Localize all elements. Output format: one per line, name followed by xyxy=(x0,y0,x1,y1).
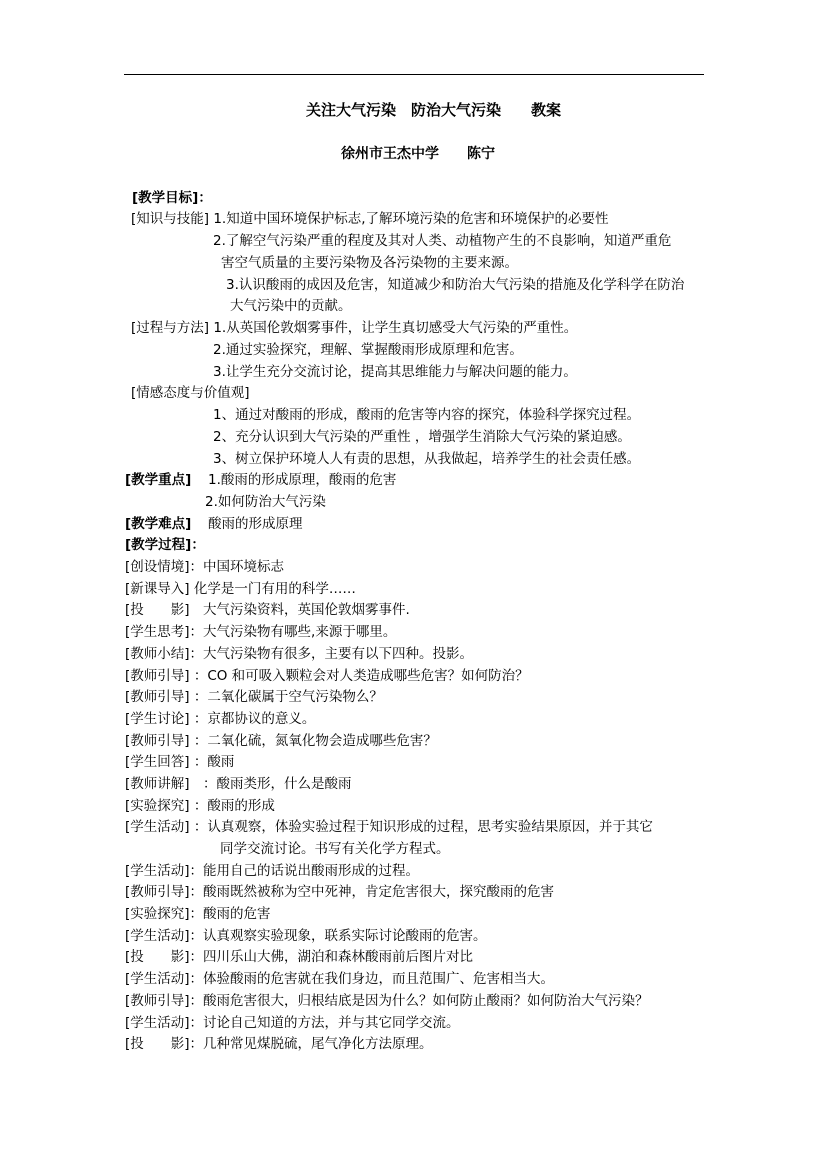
emotion-heading: [情感态度与价值观] xyxy=(131,385,250,401)
process-line: [学生活动] ：认真观察，体验实验过程于知识形成的过程，思考实验结果原因，并于其它 xyxy=(125,819,653,835)
process-line: [教师引导] ：二氧化硫，氮氧化物会造成哪些危害？ xyxy=(125,733,437,749)
knowledge-line-4: 3.认识酸雨的成因及危害，知道减少和防治大气污染的措施及化学科学在防治 xyxy=(226,277,685,293)
difficulty-label: [教学难点] xyxy=(125,516,192,532)
emotion-line-2: 2、充分认识到大气污染的严重性 ，增强学生消除大气污染的紧迫感。 xyxy=(213,429,631,445)
key-points-label: [教学重点] xyxy=(125,472,192,488)
process-line: [学生活动]：讨论自己知道的方法，并与其它同学交流。 xyxy=(125,1015,460,1031)
process-line: [教师引导]：酸雨危害很大，归根结底是因为什么？如何防止酸雨？如何防治大气污染？ xyxy=(125,993,649,1009)
process-line: [实验探究]：酸雨的危害 xyxy=(125,906,271,922)
difficulty-text: 酸雨的形成原理 xyxy=(208,516,303,532)
process-line: [学生思考]：大气污染物有哪些,来源于哪里。 xyxy=(125,624,397,640)
process-heading: [教学过程]： xyxy=(125,537,205,553)
process-line: [教师引导] ：CO 和可吸入颗粒会对人类造成哪些危害？如何防治？ xyxy=(125,668,529,684)
knowledge-line-5: 大气污染中的贡献。 xyxy=(230,298,352,314)
process-line: [新课导入] 化学是一门有用的科学…… xyxy=(125,581,356,597)
emotion-line-1: 1、通过对酸雨的形成，酸雨的危害等内容的探究，体验科学探究过程。 xyxy=(213,407,641,423)
process-goal-line-2: 2.通过实验探究，理解、掌握酸雨形成原理和危害。 xyxy=(213,342,523,358)
key-point-1: 1.酸雨的形成原理，酸雨的危害 xyxy=(208,472,397,488)
process-line: [教师引导] ：二氧化碳属于空气污染物么？ xyxy=(125,689,383,705)
knowledge-line-3: 害空气质量的主要污染物及各污染物的主要来源。 xyxy=(221,255,518,271)
process-line: [学生回答] ：酸雨 xyxy=(125,754,235,770)
doc-author: 徐州市王杰中学 陈宁 xyxy=(341,146,495,162)
process-line: [投 影]：四川乐山大佛，湖泊和森林酸雨前后图片对比 xyxy=(125,949,474,965)
process-line: [学生活动]：认真观察实验现象，联系实际讨论酸雨的危害。 xyxy=(125,928,487,944)
process-goal-line-3: 3.让学生充分交流讨论，提高其思维能力与解决问题的能力。 xyxy=(213,364,577,380)
process-line: [投 影]：几种常见煤脱硫，尾气净化方法原理。 xyxy=(125,1036,433,1052)
emotion-line-3: 3、树立保护环境人人有责的思想，从我做起，培养学生的社会责任感。 xyxy=(213,451,641,467)
process-goal-line-1: [过程与方法] 1.从英国伦敦烟雾事件，让学生真切感受大气污染的严重性。 xyxy=(131,320,578,336)
goals-heading: [教学目标]： xyxy=(132,190,212,206)
process-line: [学生活动]：体验酸雨的危害就在我们身边，而且范围广、危害相当大。 xyxy=(125,971,555,987)
process-line: [教师讲解] ：酸雨类形，什么是酸雨 xyxy=(125,776,352,792)
knowledge-line-1: [知识与技能] 1.知道中国环境保护标志,了解环境污染的危害和环境保护的必要性 xyxy=(131,211,609,227)
process-line: [创设情境]：中国环境标志 xyxy=(125,559,285,575)
process-line: [学生活动]：能用自己的话说出酸雨形成的过程。 xyxy=(125,863,420,879)
process-line: [教师小结]：大气污染物有很多，主要有以下四种。投影。 xyxy=(125,646,474,662)
doc-title: 关注大气污染 防治大气污染 教案 xyxy=(306,101,562,119)
process-line: [实验探究] ：酸雨的形成 xyxy=(125,798,275,814)
knowledge-line-2: 2.了解空气污染严重的程度及其对人类、动植物产生的不良影响，知道严重危 xyxy=(213,233,672,249)
process-line: [投 影] 大气污染资料，英国伦敦烟雾事件. xyxy=(125,602,410,618)
process-line: [学生讨论] ：京都协议的意义。 xyxy=(125,711,316,727)
key-point-2: 2.如何防治大气污染 xyxy=(205,494,326,510)
header-rule xyxy=(124,74,704,75)
process-line: [教师引导]：酸雨既然被称为空中死神，肯定危害很大，探究酸雨的危害 xyxy=(125,884,555,900)
process-line: 同学交流讨论。书写有关化学方程式。 xyxy=(220,841,450,857)
